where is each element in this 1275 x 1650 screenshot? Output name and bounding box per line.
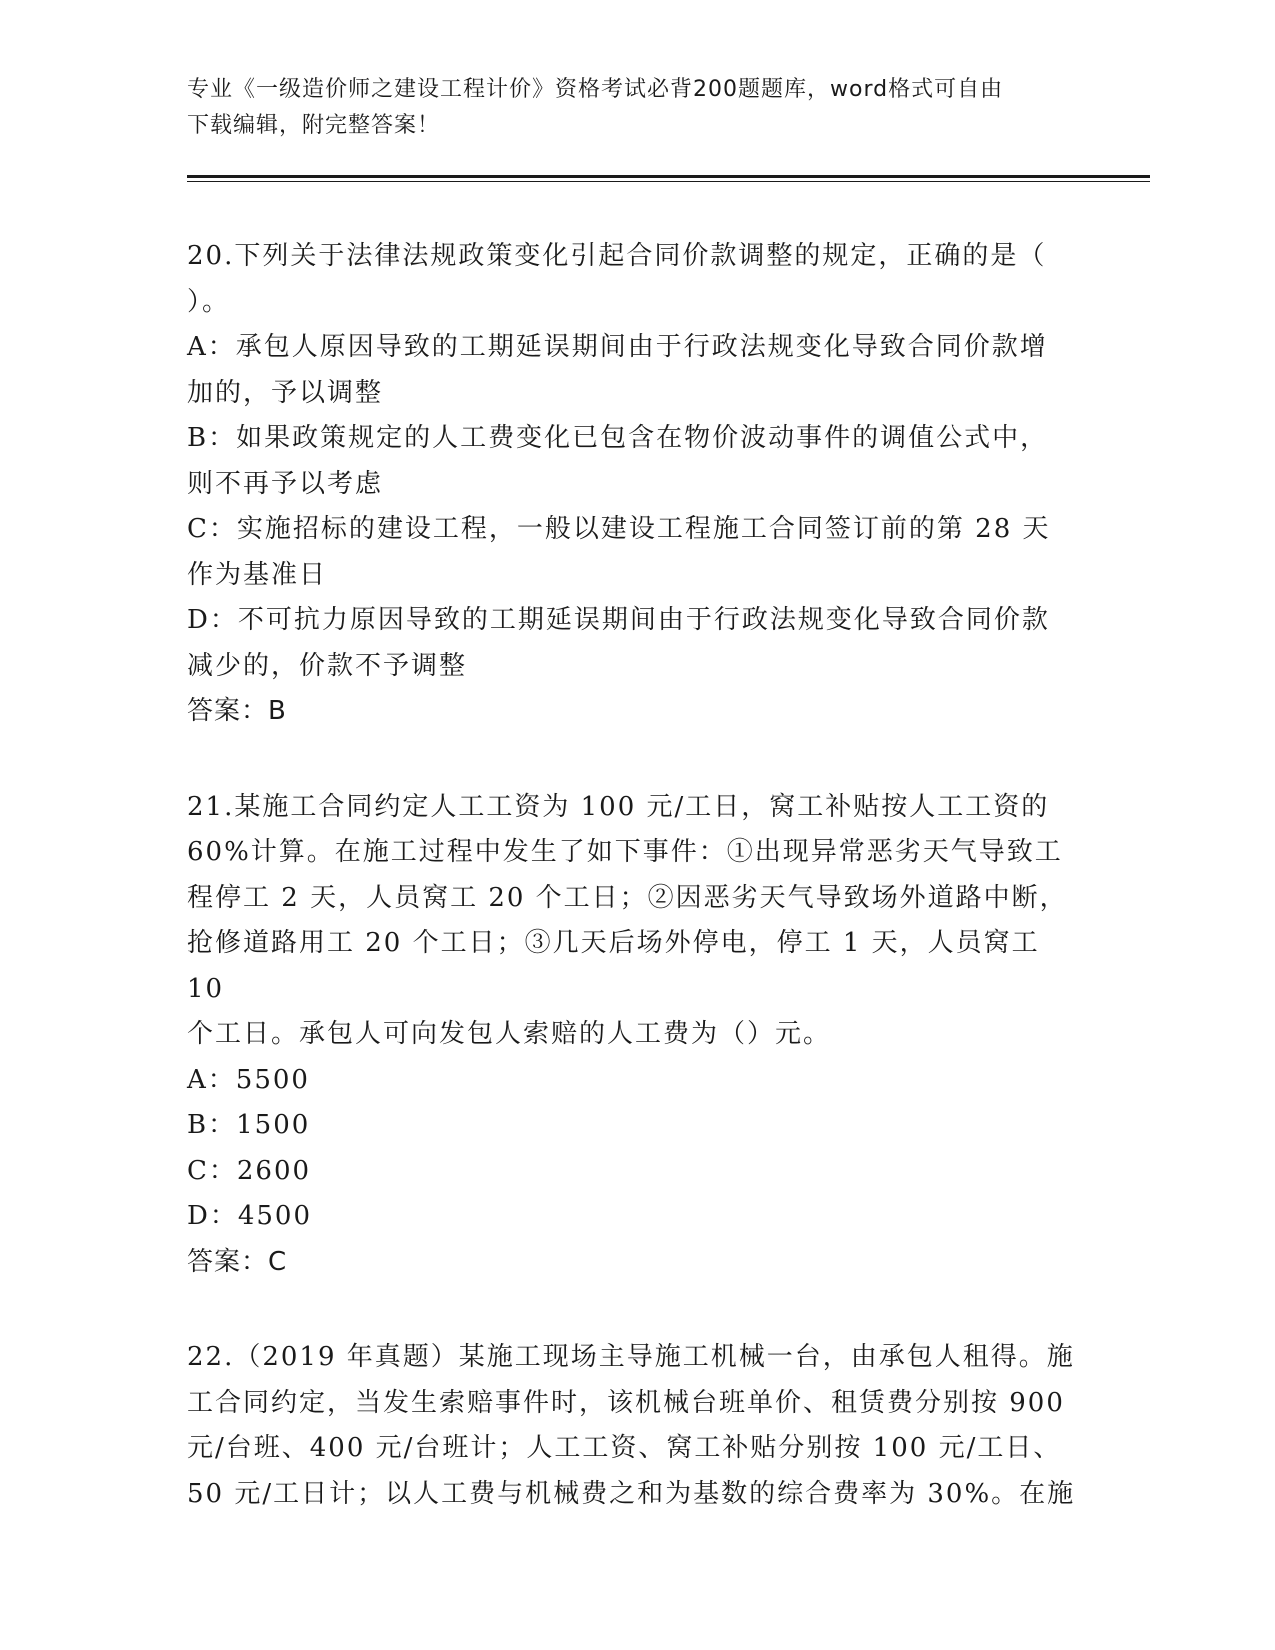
question-spacer — [187, 735, 1087, 785]
question-spacer — [187, 1285, 1087, 1335]
question-stem-line: 60%计算。在施工过程中发生了如下事件：①出现异常恶劣天气导致工 — [187, 837, 1063, 867]
question-stem-line: 22.（2019 年真题）某施工现场主导施工机械一台，由承包人租得。施 — [187, 1342, 1075, 1372]
option-a-line: 加的，予以调整 — [187, 377, 384, 408]
header-rule-thin — [187, 181, 1150, 182]
question-stem-line: 个工日。承包人可向发包人索赔的人工费为（）元。 — [187, 1019, 832, 1049]
question-stem-line: 抢修道路用工 20 个工日；③几天后场外停电，停工 1 天，人员窝工 10 — [187, 928, 1040, 1004]
question-20 — [187, 234, 1087, 735]
question-stem-line: 程停工 2 天，人员窝工 20 个工日；②因恶劣天气导致场外道路中断， — [187, 882, 1068, 913]
option-b-line: B：如果政策规定的人工费变化已包含在物价波动事件的调值公式中， — [187, 423, 1049, 453]
option-c-line: C：实施招标的建设工程，一般以建设工程施工合同签订前的第 28 天 — [187, 514, 1051, 544]
question-stem-line: 元/台班、400 元/台班计；人工工资、窝工补贴分别按 100 元/工日、 — [187, 1433, 1062, 1463]
question-stem-line: ）。 — [187, 286, 231, 317]
header-line-1: 专业《一级造价师之建设工程计价》资格考试必背200题题库，word格式可自由 — [187, 77, 1004, 102]
option-a: A：5500 — [187, 1064, 310, 1095]
page-header — [187, 72, 1067, 144]
question-stem-line: 工合同约定，当发生索赔事件时，该机械台班单价、租赁费分别按 900 — [187, 1387, 1065, 1418]
question-stem-line: 50 元/工日计；以人工费与机械费之和为基数的综合费率为 30%。在施 — [187, 1478, 1076, 1509]
header-line-2: 下载编辑，附完整答案！ — [187, 113, 441, 138]
header-rule-thick — [187, 175, 1150, 178]
question-stem-line: 20.下列关于法律法规政策变化引起合同价款调整的规定，正确的是（ — [187, 241, 1047, 271]
option-d-line: 减少的，价款不予调整 — [187, 650, 468, 681]
option-d-line: D：不可抗力原因导致的工期延误期间由于行政法规变化导致合同价款 — [187, 605, 1050, 635]
option-b-line: 则不再予以考虑 — [187, 468, 384, 499]
question-stem-line: 21.某施工合同约定人工工资为 100 元/工日，窝工补贴按人工工资的 — [187, 791, 1050, 822]
question-21 — [187, 785, 1087, 1286]
option-d: D：4500 — [187, 1201, 313, 1231]
question-list — [187, 234, 1087, 1517]
answer-label: 答案：B — [187, 696, 287, 726]
option-a-line: A：承包人原因导致的工期延误期间由于行政法规变化导致合同价款增 — [187, 332, 1048, 362]
option-b: B：1500 — [187, 1110, 311, 1140]
answer-label: 答案：C — [187, 1246, 288, 1277]
option-c: C：2600 — [187, 1155, 312, 1186]
option-c-line: 作为基准日 — [187, 559, 328, 590]
question-22 — [187, 1335, 1087, 1517]
